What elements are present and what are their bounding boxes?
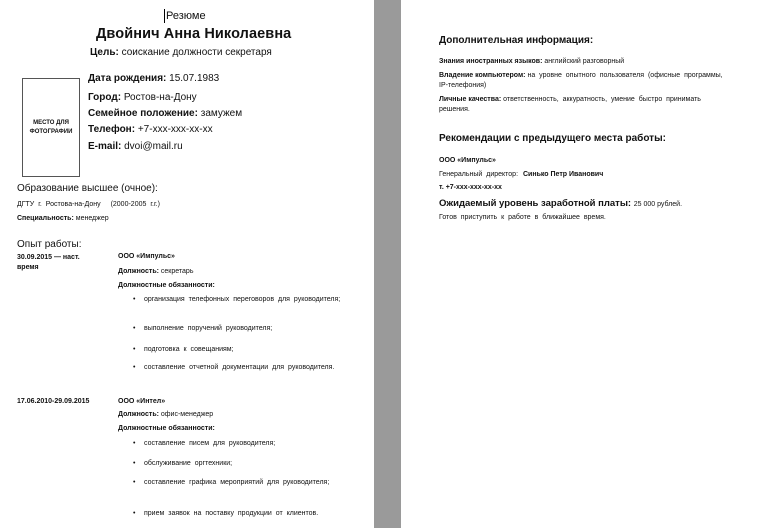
salary-label: Ожидаемый уровень заработной платы: — [439, 198, 632, 209]
education-institution-line — [17, 201, 160, 208]
personal-city — [88, 92, 197, 103]
director-label: Генеральный директор: — [439, 171, 519, 178]
salary-line — [439, 198, 682, 209]
availability-note: Готов приступить к работе в ближайшее время. — [439, 214, 606, 221]
city-label: Город: — [88, 92, 122, 103]
recommendation-phone: т. +7-xxx-xxx-xx-xx — [439, 184, 502, 191]
personal-phone — [88, 124, 213, 135]
job2-position-value: офис-менеджер — [160, 411, 214, 418]
personal-email — [88, 141, 183, 152]
salary-value: 25 000 рублей. — [633, 201, 683, 208]
job2-duties-label: Должностные обязанности: — [118, 425, 215, 432]
education-institution: ДГТУ г. Ростова-на-Дону — [17, 201, 101, 208]
list-item: • прием заявок на поставку продукции от клиентов. — [133, 509, 344, 519]
qualities-line — [439, 96, 701, 103]
job2-position-label: Должность: — [118, 411, 159, 418]
computer-value-line1: на уровне опытного пользователя (офисные программы, — [527, 72, 723, 79]
birthdate-value: 15.07.1983 — [169, 73, 220, 84]
specialty-label: Специальность: — [17, 215, 74, 222]
photo-placeholder — [22, 78, 80, 177]
phone-label: Телефон: — [88, 124, 136, 135]
job1-duties-label: Должностные обязанности: — [118, 282, 215, 289]
qualities-value-line1: ответственность, аккуратность, умение быстро принимать — [503, 96, 701, 103]
experience-heading: Опыт работы: — [17, 239, 82, 250]
job1-position-line — [118, 268, 193, 275]
recommendation-company: ООО «Импульс» — [439, 157, 496, 164]
recommendations-heading: Рекомендации с предыдущего места работы: — [439, 133, 666, 144]
recommendation-director-line — [439, 171, 603, 178]
phone-value: +7-xxx-xxx-xx-xx — [137, 124, 213, 135]
text-cursor — [164, 9, 165, 23]
marital-label: Семейное положение: — [88, 108, 198, 119]
city-value: Ростов-на-Дону — [123, 92, 197, 103]
list-item: • выполнение поручений руководителя; — [133, 324, 344, 334]
job2-period: 17.06.2010-29.09.2015 — [17, 398, 90, 405]
goal-line — [90, 47, 272, 58]
personal-marital-status — [88, 108, 242, 119]
list-item: • подготовка к совещаниям; — [133, 345, 344, 355]
specialty-value: менеджер — [75, 215, 109, 222]
birthdate-label: Дата рождения: — [88, 73, 167, 84]
computer-label: Владение компьютером: — [439, 72, 526, 79]
document-page-left[interactable] — [0, 0, 374, 528]
job2-company: ООО «Интел» — [118, 398, 166, 405]
list-item: • составление графика мероприятий для руководителя; — [133, 478, 344, 488]
education-years: (2000-2005 г.г.) — [110, 201, 160, 208]
director-name: Синько Петр Иванович — [522, 171, 604, 178]
education-heading: Образование высшее (очное): — [17, 183, 158, 194]
list-item: • составление отчетной документации для руководителя. — [133, 363, 344, 373]
job1-position-label: Должность: — [118, 268, 159, 275]
qualities-value-line2: решения. — [439, 106, 470, 113]
languages-value: английский разговорный — [544, 58, 625, 65]
marital-value: замужем — [200, 108, 243, 119]
email-value: dvoi@mail.ru — [124, 141, 183, 152]
languages-line — [439, 58, 624, 65]
email-label: E-mail: — [88, 141, 122, 152]
document-page-right[interactable] — [401, 0, 781, 528]
list-item: • обслуживание оргтехники; — [133, 459, 344, 469]
job1-period-line1: 30.09.2015 — наст. — [17, 254, 80, 261]
personal-birthdate — [88, 73, 219, 84]
list-item: • организация телефонных переговоров для руководителя; — [133, 295, 344, 305]
job1-position-value: секретарь — [160, 268, 194, 275]
document-title: Резюме — [166, 10, 206, 22]
additional-info-heading: Дополнительная информация: — [439, 35, 594, 46]
full-name: Двойнич Анна Николаевна — [96, 26, 292, 42]
job2-position-line — [118, 411, 213, 418]
computer-skills-line — [439, 72, 723, 79]
specialty-line — [17, 215, 109, 222]
job1-company: ООО «Импульс» — [118, 253, 175, 260]
job1-period-line2: время — [17, 264, 39, 271]
goal-label: Цель: — [90, 47, 119, 58]
photo-placeholder-text: МЕСТО ДЛЯ ФОТОГРАФИИ — [29, 120, 73, 135]
list-item: • составление писем для руководителя; — [133, 439, 344, 449]
computer-value-line2: IP-телефония) — [439, 82, 487, 89]
goal-value: соискание должности секретаря — [121, 47, 272, 58]
qualities-label: Личные качества: — [439, 96, 502, 103]
languages-label: Знания иностранных языков: — [439, 58, 543, 65]
